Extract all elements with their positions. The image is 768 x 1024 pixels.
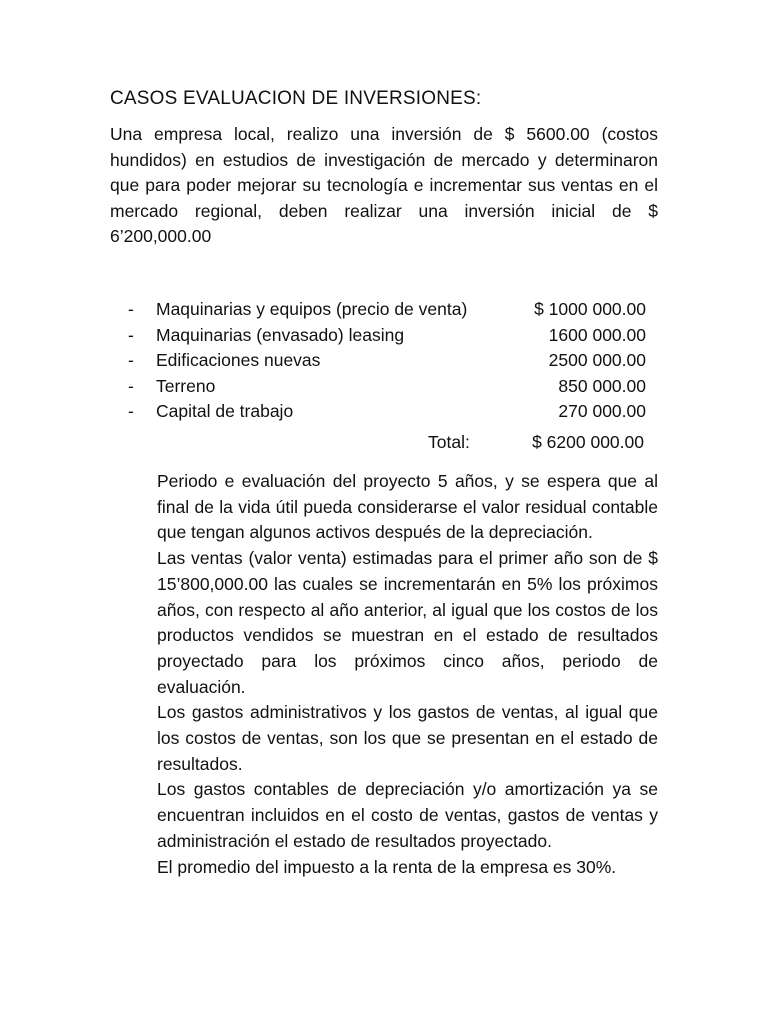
list-bullet: - <box>128 401 134 421</box>
paragraph-depreciation: Los gastos contables de depreciación y/o amortización ya se encuentran incluidos en el costo de ventas, gastos de ventas y administración el estado de resultados proyectado. <box>157 779 658 851</box>
total-amount: $ 6200 000.00 <box>532 432 644 452</box>
list-bullet: - <box>128 375 134 396</box>
item-label: Terreno <box>156 375 216 396</box>
paragraph-sales: Las ventas (valor venta) estimadas para el primer año son de $ 15’800,000.00 las cuales se incrementarán en 5% los próximos años, con respecto al año anterior, al igual que los costos de los productos vendidos se muestran en el estado de resultados proyectado para los próximos cinco años, periodo de evaluación. <box>157 548 658 697</box>
item-label: Capital de trabajo <box>156 401 294 421</box>
list-item <box>128 374 658 400</box>
body-paragraphs <box>157 469 658 880</box>
document-title: CASOS EVALUACION DE INVERSIONES: <box>110 88 482 109</box>
list-bullet: - <box>128 324 134 345</box>
item-amount: 2500 000.00 <box>548 350 646 370</box>
item-amount: 850 000.00 <box>558 375 646 396</box>
item-amount: 1600 000.00 <box>548 324 646 345</box>
list-item <box>128 323 658 349</box>
item-label: Edificaciones nuevas <box>156 350 321 370</box>
item-label: Maquinarias (envasado) leasing <box>156 324 405 345</box>
paragraph-tax: El promedio del impuesto a la renta de la empresa es 30%. <box>157 856 617 877</box>
total-label: Total: <box>428 432 470 452</box>
paragraph-evaluation-period: Periodo e evaluación del proyecto 5 años, y se espera que al final de la vida útil pueda considerarse el valor residual contable que tengan algunos activos después de la depreciación. <box>157 471 658 543</box>
item-amount: $ 1000 000.00 <box>534 299 646 319</box>
item-amount: 270 000.00 <box>558 401 646 421</box>
intro-paragraph: Una empresa local, realizo una inversión de $ 5600.00 (costos hundidos) en estudios de investigación de mercado y determinaron que para poder mejorar su tecnología e incrementar sus ventas en el mercado regional, deben realizar una inversión inicial de $ 6’200,000.00 <box>110 124 658 246</box>
paragraph-expenses: Los gastos administrativos y los gastos de ventas, al igual que los costos de ventas, son los que se presentan en el estado de resultados. <box>157 702 658 774</box>
list-bullet: - <box>128 350 134 370</box>
investment-items-list <box>128 297 658 425</box>
item-label: Maquinarias y equipos (precio de venta) <box>156 299 468 319</box>
list-item <box>128 297 658 323</box>
total-row <box>0 430 768 456</box>
list-item <box>128 399 658 425</box>
list-bullet: - <box>128 299 134 319</box>
list-item <box>128 348 658 374</box>
